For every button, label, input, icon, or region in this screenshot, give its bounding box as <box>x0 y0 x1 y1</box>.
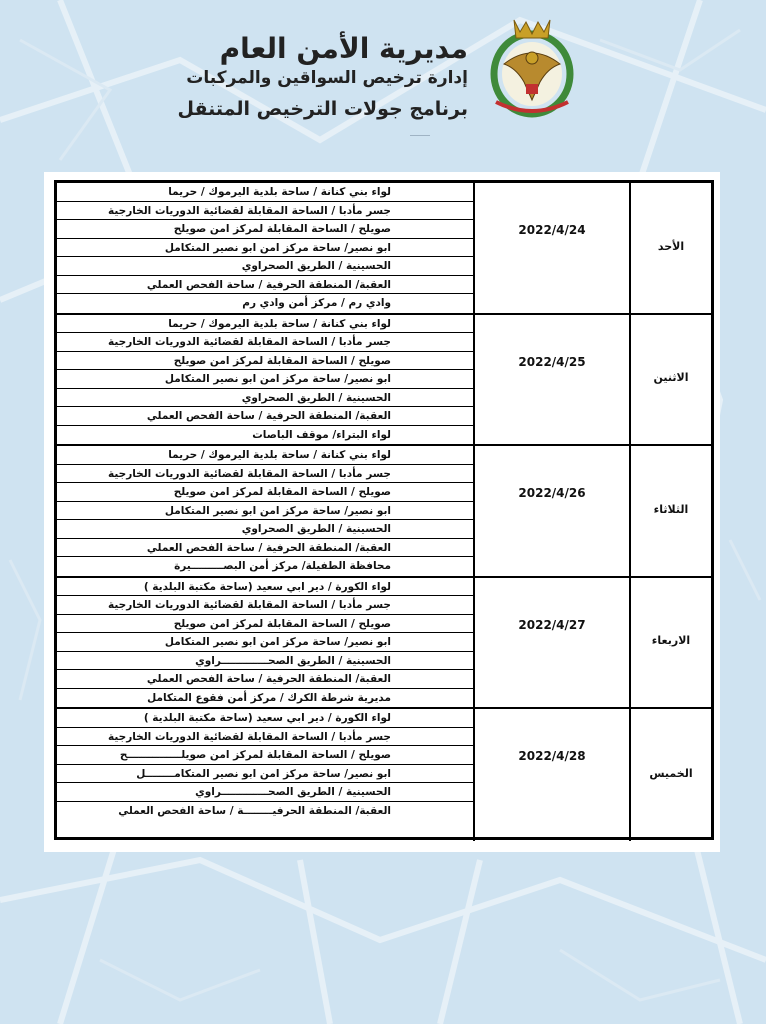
day-name: الاثنين <box>653 371 689 385</box>
location-row: العقبة/ المنطقة الحرفيــــــــة / ساحة الفحص العملي <box>118 804 391 817</box>
location-row: الحسينية / الطريق الصحـــــــــــــراوي <box>57 652 473 671</box>
location-row: الحسينية / الطريق الصحراوي <box>57 389 473 408</box>
location-row: ابو نصير/ ساحة مركز امن ابو نصير المتكامل <box>57 370 473 389</box>
location-row: جسر مأدبا / الساحة المقابلة لقضائية الدوريات الخارجية <box>57 333 473 352</box>
location-row: جسر مأدبا / الساحة المقابلة لقضائية الدوريات الخارجية <box>57 465 473 484</box>
location-row: ابو نصير/ ساحة مركز امن ابو نصير المتكامــــــــل <box>57 765 473 784</box>
location-row: وادي رم / مركز أمن وادي رم <box>242 297 391 309</box>
location-row: الحسينية / الطريق الصحراوي <box>57 520 473 539</box>
locations-cell <box>57 183 475 313</box>
header-divider <box>410 135 430 136</box>
date-text: 2022/4/26 <box>518 486 586 500</box>
location-row: صويلح / الساحة المقابلة لمركز امن صويلح <box>57 352 473 371</box>
locations-cell <box>57 446 475 576</box>
eagle-crown-emblem-icon <box>484 12 580 118</box>
day-cell <box>631 709 711 841</box>
date-cell <box>475 315 631 445</box>
day-name: الأحد <box>657 239 685 253</box>
date-cell <box>475 183 631 313</box>
date-cell <box>475 578 631 708</box>
locations-cell <box>57 709 475 841</box>
day-cell <box>631 183 711 313</box>
location-row: صويلح / الساحة المقابلة لمركز امن صويلح <box>57 483 473 502</box>
day-cell <box>631 446 711 576</box>
location-row: محافظة الطفيلة/ مركز أمن البصـــــــــيرة <box>174 560 391 572</box>
location-row: مديرية شرطة الكرك / مركز أمن فقوع المتكامل <box>147 691 391 704</box>
location-row: لواء الكورة / دير ابي سعيد (ساحة مكتبة البلدية ) <box>57 578 473 597</box>
day-name: الاربعاء <box>651 634 691 648</box>
location-row: ابو نصير/ ساحة مركز امن ابو نصير المتكامل <box>57 239 473 258</box>
day-block <box>57 315 711 447</box>
location-row: العقبة/ المنطقة الحرفية / ساحة الفحص العملي <box>57 276 473 295</box>
directorate-title: مديرية الأمن العام <box>219 32 468 65</box>
date-text: 2022/4/25 <box>518 354 586 369</box>
day-block <box>57 183 711 315</box>
day-block <box>57 446 711 578</box>
day-name: الثلاثاء <box>653 502 689 516</box>
day-name: الخميس <box>649 766 693 780</box>
schedule-sheet <box>44 172 720 852</box>
location-row: صويلح / الساحة المقابلة لمركز امن صويلح <box>57 220 473 239</box>
date-text: 2022/4/24 <box>518 223 586 237</box>
schedule-table <box>54 180 714 840</box>
location-row: العقبة/ المنطقة الحرفية / ساحة الفحص العملي <box>57 407 473 426</box>
location-row: لواء الكورة / دير ابي سعيد (ساحة مكتبة البلدية ) <box>57 709 473 728</box>
date-cell <box>475 709 631 841</box>
location-row: لواء بني كنانة / ساحة بلدية اليرموك / حريما <box>57 315 473 334</box>
date-text: 2022/4/28 <box>518 749 586 763</box>
program-title: برنامج جولات الترخيص المتنقل <box>177 98 468 120</box>
location-row: الحسينية / الطريق الصحـــــــــــــراوي <box>57 783 473 802</box>
locations-cell <box>57 578 475 708</box>
date-cell <box>475 446 631 576</box>
location-row: لواء بني كنانة / ساحة بلدية اليرموك / حريما <box>57 446 473 465</box>
location-row: الحسينية / الطريق الصحراوي <box>57 257 473 276</box>
location-row: لواء بني كنانة / ساحة بلدية اليرموك / حريما <box>57 183 473 202</box>
locations-cell <box>57 315 475 445</box>
day-block <box>57 578 711 710</box>
location-row: العقبة/ المنطقة الحرفية / ساحة الفحص العملي <box>57 670 473 689</box>
location-row: جسر مأدبا / الساحة المقابلة لقضائية الدوريات الخارجية <box>57 728 473 747</box>
location-row: جسر مأدبا / الساحة المقابلة لقضائية الدوريات الخارجية <box>57 202 473 221</box>
department-subtitle: إدارة ترخيص السواقين والمركبات <box>186 68 468 88</box>
location-row: جسر مأدبا / الساحة المقابلة لقضائية الدوريات الخارجية <box>57 596 473 615</box>
location-row: ابو نصير/ ساحة مركز امن ابو نصير المتكامل <box>57 633 473 652</box>
day-block <box>57 709 711 841</box>
location-row: العقبة/ المنطقة الحرفية / ساحة الفحص العملي <box>57 539 473 558</box>
page-header <box>177 12 580 122</box>
location-row: صويلح / الساحة المقابلة لمركز امن صويلـــــــــــــــح <box>57 746 473 765</box>
date-text: 2022/4/27 <box>518 617 586 632</box>
day-cell <box>631 578 711 708</box>
location-row: لواء البتراء/ موقف الباصات <box>252 428 391 441</box>
day-cell <box>631 315 711 445</box>
location-row: صويلح / الساحة المقابلة لمركز امن صويلح <box>57 615 473 634</box>
location-row: ابو نصير/ ساحة مركز امن ابو نصير المتكامل <box>57 502 473 521</box>
